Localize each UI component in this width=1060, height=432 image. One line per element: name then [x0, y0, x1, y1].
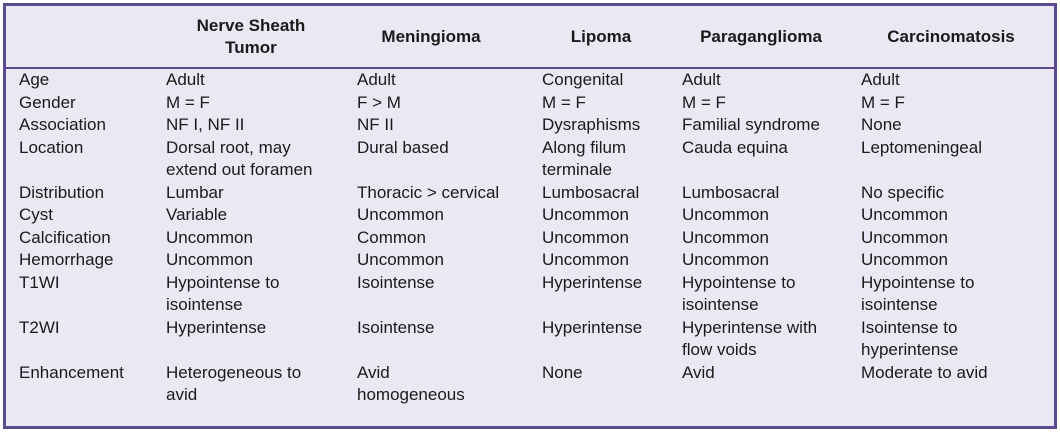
- table-cell: Moderate to avid: [861, 362, 988, 382]
- row-label: Location: [19, 137, 84, 157]
- table-cell: Uncommon: [682, 250, 769, 269]
- table-cell: M = F: [542, 92, 586, 112]
- table-cell: Avid: [682, 362, 715, 382]
- table-cell: Hyperintense: [542, 317, 643, 337]
- table-cell: Uncommon: [542, 250, 629, 269]
- table-cell: Uncommon: [542, 205, 629, 224]
- table-cell: F > M: [357, 92, 401, 112]
- table-cell: Uncommon: [682, 205, 769, 224]
- table-cell: Dysraphisms: [542, 115, 641, 134]
- row-label: T2WI: [19, 317, 60, 337]
- table-cell: No specific: [861, 182, 945, 202]
- table-cell: Congenital: [542, 70, 624, 89]
- header-carcinomatosis: Carcinomatosis: [887, 26, 1015, 46]
- row-label: Cyst: [19, 205, 53, 224]
- table-cell: NF I, NF II: [166, 115, 245, 134]
- table-cell: Isointense: [357, 317, 435, 337]
- table-cell: Hypointense to isointense: [861, 272, 975, 314]
- row-label: Enhancement: [19, 362, 124, 382]
- table-cell: Along filum terminale: [542, 137, 627, 179]
- header-lipoma: Lipoma: [570, 26, 632, 46]
- table-cell: Uncommon: [357, 205, 444, 224]
- table-cell: Adult: [682, 70, 721, 89]
- table-header: [6, 6, 1054, 69]
- table-cell: Hyperintense: [166, 317, 267, 337]
- table-cell: Uncommon: [861, 205, 948, 224]
- table-cell: Leptomeningeal: [861, 137, 982, 157]
- row-label: Hemorrhage: [19, 250, 114, 269]
- header-nerve-sheath-tumor: Nerve Sheath Tumor: [196, 15, 306, 57]
- table-cell: Dural based: [357, 137, 449, 157]
- table-cell: Uncommon: [166, 250, 253, 269]
- row-label: Age: [19, 70, 50, 89]
- table-cell: Hypointense to isointense: [166, 272, 280, 314]
- table-cell: Dorsal root, may extend out foramen: [166, 137, 313, 179]
- row-label: Gender: [19, 92, 76, 112]
- table-cell: Adult: [357, 70, 396, 89]
- table-cell: Isointense: [357, 272, 435, 292]
- header-paraganglioma: Paraganglioma: [700, 26, 822, 46]
- table-cell: Uncommon: [861, 250, 948, 269]
- row-label: Calcification: [19, 227, 111, 247]
- table-cell: Adult: [861, 70, 900, 89]
- table-cell: Common: [357, 227, 426, 247]
- table-cell: Variable: [166, 205, 228, 224]
- row-label: Distribution: [19, 182, 105, 202]
- table-cell: Uncommon: [357, 250, 444, 269]
- table-cell: M = F: [682, 92, 726, 112]
- table-cell: Uncommon: [542, 227, 629, 247]
- table-cell: Adult: [166, 70, 205, 89]
- row-label: T1WI: [19, 272, 60, 292]
- table-cell: Avid homogeneous: [357, 362, 465, 404]
- row-label: Association: [19, 115, 106, 134]
- table-cell: Familial syndrome: [682, 115, 820, 134]
- table-cell: Lumbar: [166, 182, 224, 202]
- table-cell: Lumbosacral: [542, 182, 640, 202]
- table-cell: Uncommon: [166, 227, 253, 247]
- table-cell: Hyperintense with flow voids: [682, 317, 818, 359]
- table-cell: Hyperintense: [542, 272, 643, 292]
- header-meningioma: Meningioma: [381, 26, 481, 46]
- table-cell: Cauda equina: [682, 137, 788, 157]
- table-cell: Heterogeneous to avid: [166, 362, 302, 404]
- table-cell: Uncommon: [682, 227, 769, 247]
- table-cell: M = F: [166, 92, 210, 112]
- table-cell: Lumbosacral: [682, 182, 780, 202]
- table-cell: None: [542, 362, 583, 382]
- table-cell: Uncommon: [861, 227, 948, 247]
- table-cell: NF II: [357, 115, 394, 134]
- table-cell: Hypointense to isointense: [682, 272, 796, 314]
- table-cell: Thoracic > cervical: [357, 182, 500, 202]
- table-cell: Isointense to hyperintense: [861, 317, 959, 359]
- table-cell: M = F: [861, 92, 905, 112]
- table-cell: None: [861, 115, 902, 134]
- comparison-table: [3, 3, 1057, 429]
